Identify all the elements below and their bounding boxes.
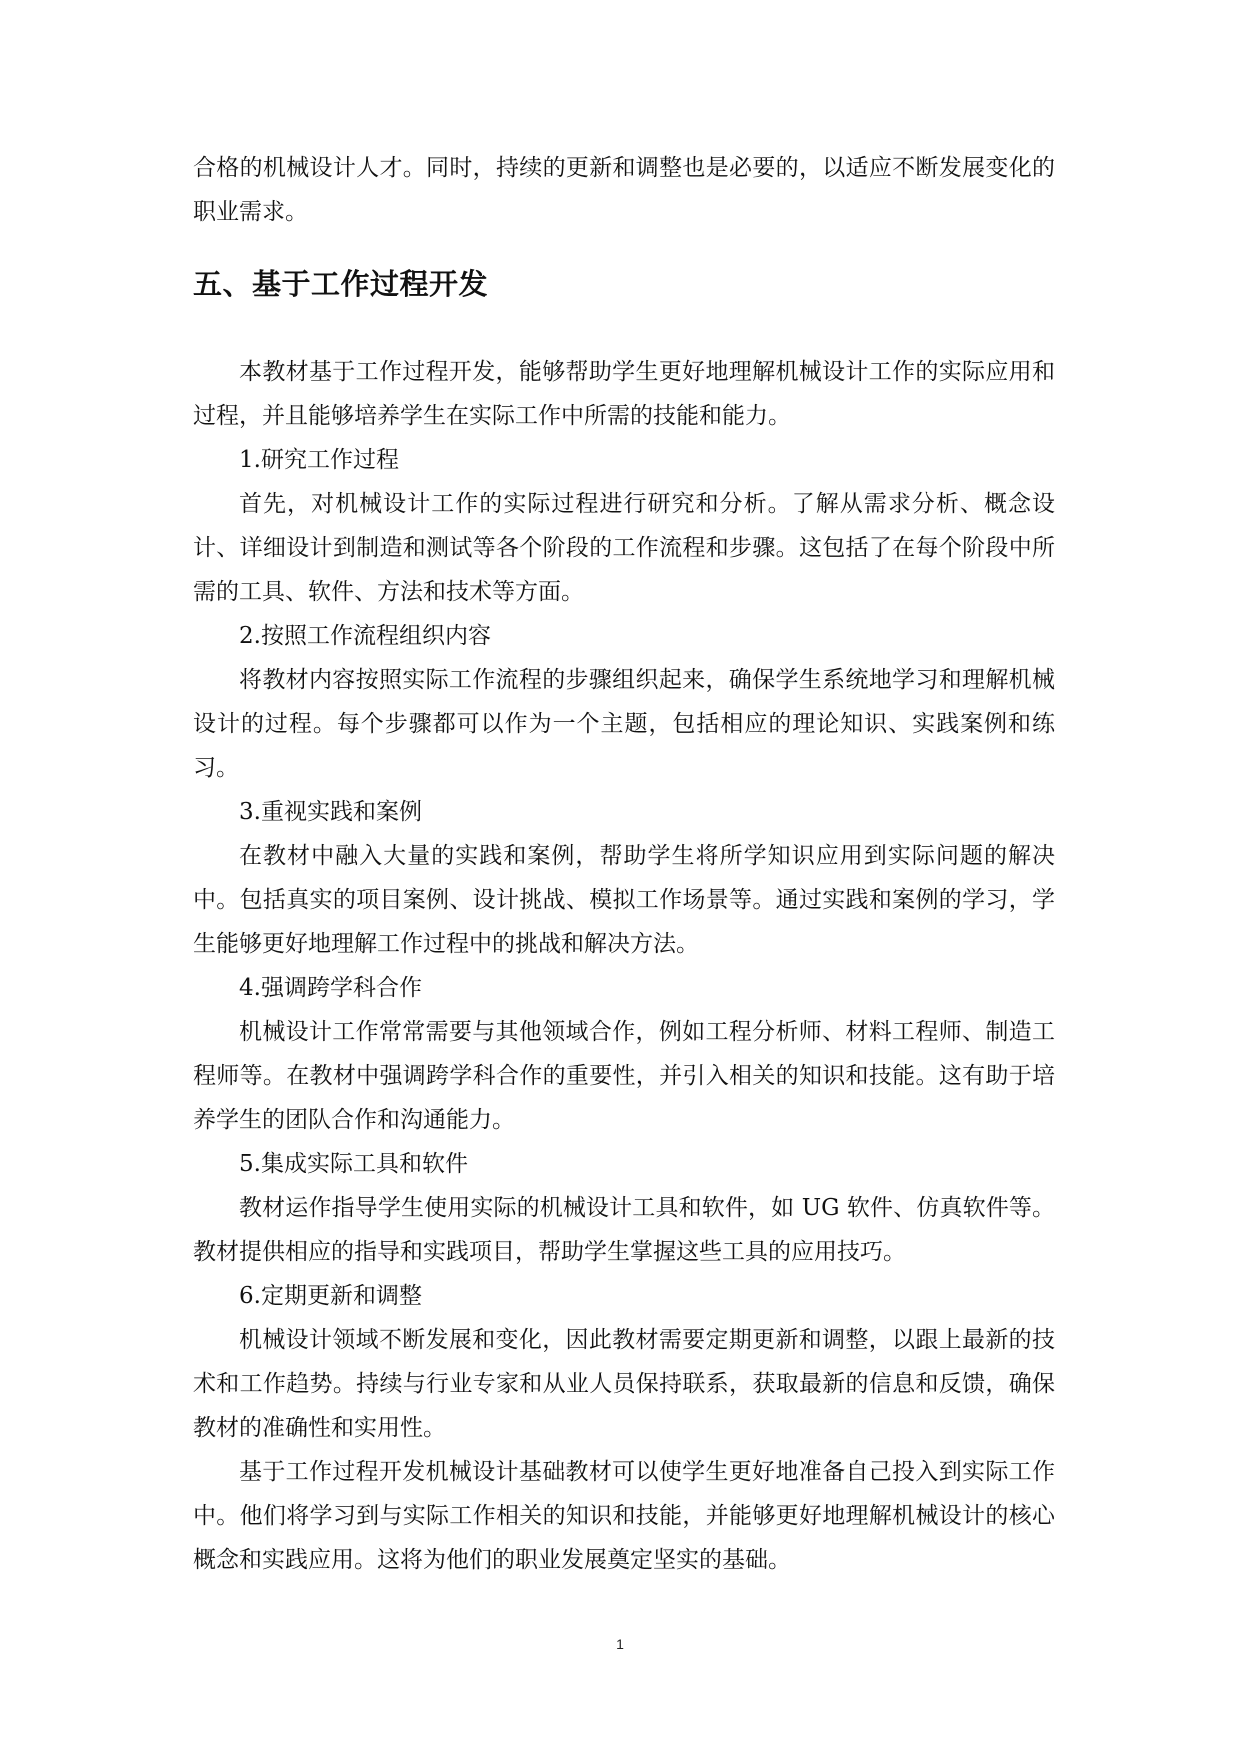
- item-2-body: 将教材内容按照实际工作流程的步骤组织起来，确保学生系统地学习和理解机械设计的过程。每个步骤都可以作为一个主题，包括相应的理论知识、实践案例和练习。: [193, 667, 1055, 781]
- section-lead-paragraph: 本教材基于工作过程开发，能够帮助学生更好地理解机械设计工作的实际应用和过程，并且能够培养学生在实际工作中所需的技能和能力。: [193, 359, 1055, 429]
- item-6-title: 6.定期更新和调整: [239, 1283, 422, 1309]
- item-3-title: 3.重视实践和案例: [239, 799, 422, 825]
- conclusion-paragraph: 基于工作过程开发机械设计基础教材可以使学生更好地准备自己投入到实际工作中。他们将学习到与实际工作相关的知识和技能，并能够更好地理解机械设计的核心概念和实践应用。这将为他们的职业发展奠定坚实的基础。: [193, 1459, 1055, 1573]
- item-1-title: 1.研究工作过程: [239, 447, 399, 473]
- section-heading: 五、基于工作过程开发: [193, 267, 489, 301]
- item-4-title: 4.强调跨学科合作: [239, 975, 422, 1001]
- item-4-body: 机械设计工作常常需要与其他领域合作，例如工程分析师、材料工程师、制造工程师等。在教材中强调跨学科合作的重要性，并引入相关的知识和技能。这有助于培养学生的团队合作和沟通能力。: [193, 1019, 1055, 1133]
- item-2-title: 2.按照工作流程组织内容: [239, 623, 491, 649]
- item-1-body: 首先，对机械设计工作的实际过程进行研究和分析。了解从需求分析、概念设计、详细设计到制造和测试等各个阶段的工作流程和步骤。这包括了在每个阶段中所需的工具、软件、方法和技术等方面。: [193, 491, 1055, 605]
- item-5-body: 教材运作指导学生使用实际的机械设计工具和软件，如 UG 软件、仿真软件等。教材提供相应的指导和实践项目，帮助学生掌握这些工具的应用技巧。: [193, 1195, 1055, 1265]
- item-5-title: 5.集成实际工具和软件: [239, 1151, 468, 1177]
- item-3-body: 在教材中融入大量的实践和案例，帮助学生将所学知识应用到实际问题的解决中。包括真实的项目案例、设计挑战、模拟工作场景等。通过实践和案例的学习，学生能够更好地理解工作过程中的挑战和解决方法。: [193, 843, 1055, 957]
- page-number: 1: [616, 1636, 624, 1652]
- intro-paragraph: 合格的机械设计人才。同时，持续的更新和调整也是必要的，以适应不断发展变化的职业需求。: [193, 155, 1055, 225]
- page-content: [193, 146, 1055, 1582]
- item-6-body: 机械设计领域不断发展和变化，因此教材需要定期更新和调整，以跟上最新的技术和工作趋势。持续与行业专家和从业人员保持联系，获取最新的信息和反馈，确保教材的准确性和实用性。: [193, 1327, 1055, 1441]
